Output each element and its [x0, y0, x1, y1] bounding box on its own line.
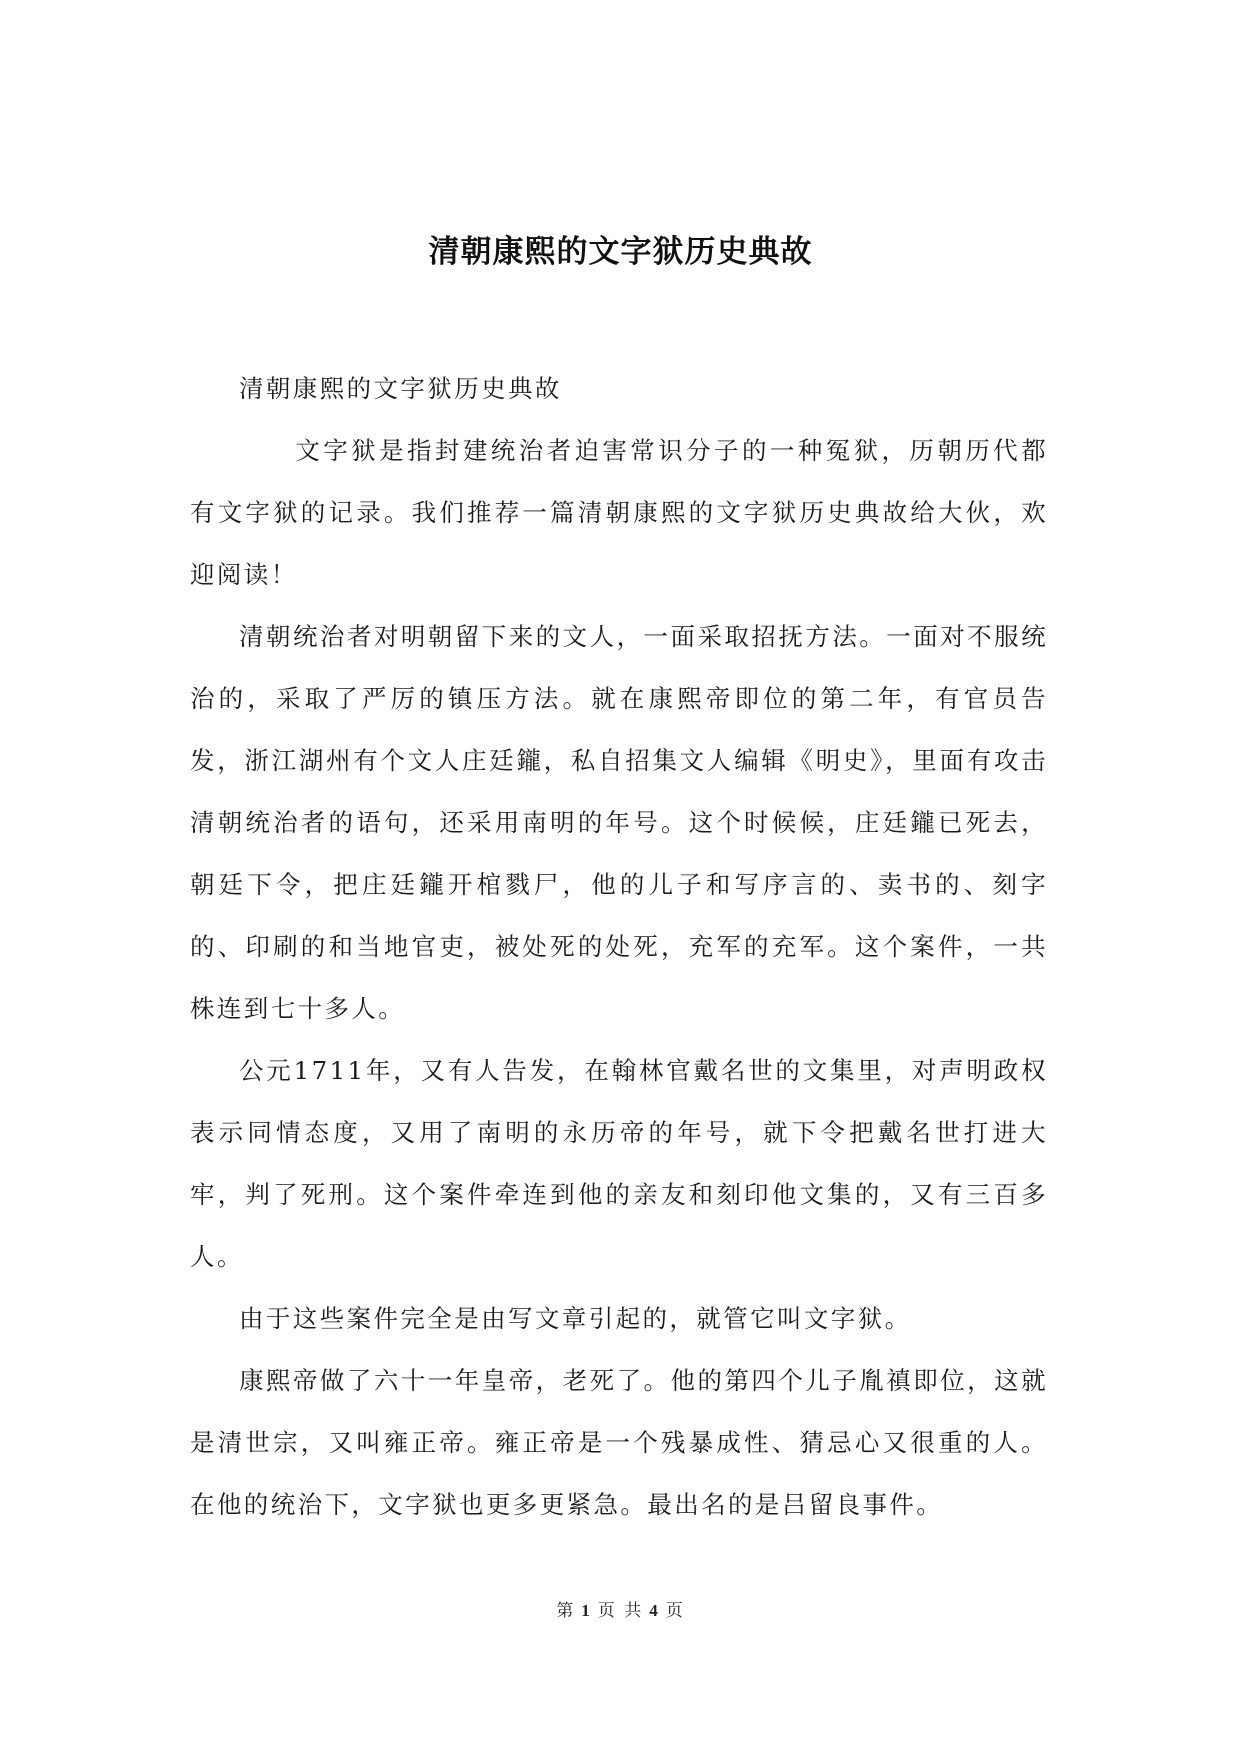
paragraph-definition: 由于这些案件完全是由写文章引起的，就管它叫文字狱。	[239, 1304, 912, 1333]
document-body	[190, 358, 1048, 1536]
document-title: 清朝康熙的文字狱历史典故	[428, 234, 813, 270]
paragraph-yongzheng: 康熙帝做了六十一年皇帝，老死了。他的第四个儿子胤禛即位，这就是清世宗，又叫雍正帝。雍正帝是一个残暴成性、猜忌心又很重的人。在他的统治下，文字狱也更多更紧急。最出名的是吕留良事件。	[190, 1366, 1048, 1519]
footer-suffix: 页	[665, 1601, 685, 1621]
footer-total-pages: 4	[649, 1601, 660, 1620]
footer-middle: 页 共	[597, 1601, 644, 1621]
paragraph-dai-case: 公元1711年，又有人告发，在翰林官戴名世的文集里，对声明政权表示同情态度，又用了南明的永历帝的年号，就下令把戴名世打进大牢，判了死刑。这个案件牵连到他的亲友和刻印他文集的，又有三百多人。	[190, 1056, 1048, 1271]
paragraph-heading: 清朝康熙的文字狱历史典故	[239, 374, 562, 403]
paragraph-intro: 文字狱是指封建统治者迫害常识分子的一种冤狱，历朝历代都有文字狱的记录。我们推荐一篇清朝康熙的文字狱历史典故给大伙，欢迎阅读！	[190, 436, 1048, 589]
paragraph-zhuang-case: 清朝统治者对明朝留下来的文人，一面采取招抚方法。一面对不服统治的，采取了严厉的镇压方法。就在康熙帝即位的第二年，有官员告发，浙江湖州有个文人庄廷鑨，私自招集文人编辑《明史》，里面有攻击清朝统治者的语句，还采用南明的年号。这个时候候，庄廷鑨已死去，朝廷下令，把庄廷鑨开棺戮尸，他的儿子和写序言的、卖书的、刻字的、印刷的和当地官吏，被处死的处死，充军的充军。这个案件，一共株连到七十多人。	[190, 622, 1048, 1023]
page-footer	[0, 1596, 1241, 1621]
footer-prefix: 第	[556, 1601, 576, 1621]
footer-current-page: 1	[581, 1601, 592, 1620]
